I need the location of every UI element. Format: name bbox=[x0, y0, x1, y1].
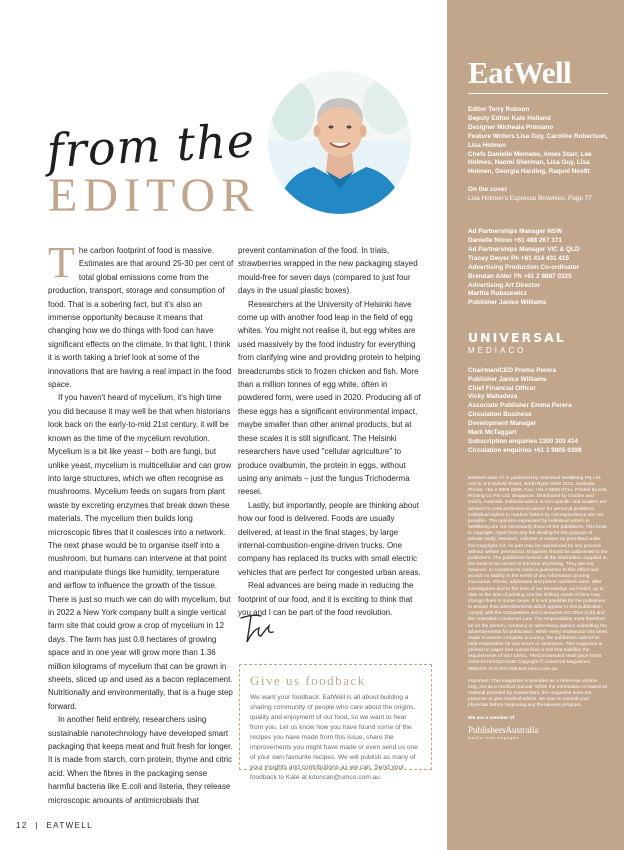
management-line: Mark McTaggart bbox=[468, 429, 517, 437]
from-the-script-heading: from the bbox=[45, 113, 257, 178]
cover-text: Lisa Holmen's Espresso Brownies, Page 77 bbox=[468, 195, 592, 203]
logo-underline bbox=[468, 93, 608, 94]
editor-photo-illustration bbox=[268, 71, 411, 214]
management-line: Circulation Business bbox=[468, 411, 532, 419]
paragraph: Lastly, but importantly, people are thinking about how our food is delivered. Foods are usually delivered, at least in the final stages, by large internal-combustion-engine-driven trucks. One company has replaced its trucks with small electric vehicles that are perfect for congested urban areas. bbox=[238, 500, 421, 577]
staff-line: Deputy Editor Kate Holland bbox=[468, 114, 551, 122]
magazine-name: EATWELL bbox=[46, 821, 93, 830]
paragraph-text: he carbon footprint of food is massive. Estimates are that around 25-30 per cent of total global emissions come from the production, transport, storage and consumption of food. That is a sobering fact, but it's also an immense opportunity because it means that changing how we do things with food can have significant effects on the climate. In that light, I think it is worth taking a brief look at some of the innovations that are having a real impact in the food space. bbox=[48, 246, 234, 390]
paragraph: In another field entirely, researchers using sustainable nanotechnology have developed smart packaging that keeps meat and fruit fresh for longer. It is made from starch, corn protein, thyme and citric acid. When the fibres in the packaging sense harmful bacteria like E.coli and listeria, they release microscopic amounts of antimicrobials that bbox=[48, 715, 233, 805]
management-line: Vicky Mahadeva bbox=[468, 393, 518, 401]
paragraph: Researchers at the University of Helsinki have come up with another food leap in the field of egg whites. You might not realise it, but egg whites are used massively by the food industry for everything from clarifying wine and providing protein to helping breadcrumbs stick to frozen chicken and fish. More than a million tonnes of egg white, often in powdered form, were used in 2020. Producing all of these eggs has a significant environmental impact, maybe smaller than other animal products, but at these scales it is still significant. The Helsinki researchers have used "cellular agriculture" to produce ovalbumin, the protein in eggs, without using any animals – just the fungus Trichoderma reesei. bbox=[238, 299, 421, 497]
feedback-box bbox=[239, 664, 432, 781]
page-number: 12 bbox=[16, 821, 28, 830]
universal-logo: UNIVERSAL bbox=[468, 330, 566, 346]
paragraph: If you haven't heard of mycelium, it's high time you did because it may well be that when historians look back on the early-to-mid 21st century, it will be known as the time of the mycelium revolution. Mycelium is a bit like yeast – both are fungi, but unlike yeast, mycelium is multicellular and can grow into large structures, which we often recognise as mushrooms. Mycelium feeds on sugars from plant waste by excreting enzymes that break down these materials. The mycelium then builds long microscopic fibres that it coalesces into a network. The next phase would be to organise itself into a mushroom, but humans can intervene at that point and manipulate things like humidity, temperature and airflow to influence the growth of the tissue. There is just so much we can do with mycelium, but in 2022 a New York company built a single vertical farm site that could grow a crop of mycelium in 12 days. The farm has just 0.8 hectares of growing space and in one year will grow more than 1.36 million kilograms of mycelium that can be grown in sheets, sliced up and used as a bacon replacement. Nutritionally and environmentally, that is a huge step forward. bbox=[48, 393, 233, 711]
management-line: Subscription enquiries 1300 303 414 bbox=[468, 437, 579, 445]
article-column-1 bbox=[48, 238, 234, 807]
drop-cap: T bbox=[48, 238, 75, 287]
ads-line: Advertising Art Director bbox=[468, 281, 541, 289]
editor-portrait bbox=[268, 71, 411, 214]
editor-heading: EDITOR bbox=[48, 169, 260, 222]
footer-separator: | bbox=[35, 821, 39, 830]
management-line: Circulation enquiries +61 2 9805 0399 bbox=[468, 446, 582, 454]
cover-heading: On the cover bbox=[468, 186, 508, 194]
ads-line: Ad Partnerships Manager NSW bbox=[468, 228, 563, 236]
staff-list bbox=[468, 106, 608, 204]
mediaco-logo: MEDIACO bbox=[468, 345, 527, 355]
member-text: We are a member of bbox=[468, 715, 515, 721]
management-list bbox=[468, 367, 608, 456]
paragraph: prevent contamination of the food. In trials, strawberries wrapped in the new packaging stayed mould-free for seven days (compared to just four days in the usual plastic boxes). bbox=[238, 246, 418, 296]
management-line: Chief Financial Officer bbox=[468, 384, 536, 392]
editor-signature bbox=[239, 608, 279, 648]
publishers-australia-logo: PublishersAustralia bbox=[468, 724, 539, 735]
staff-line: Chefs Danielle Minnebo, Ames Starr, Lee Holmes, Naomi Sherman, Lisa Guy, Lisa Holmen, Georgia Harding, Raquel Neofit bbox=[468, 150, 592, 176]
ads-line: Danielle Nixon +61 488 267 371 bbox=[468, 236, 562, 244]
advertising-list bbox=[468, 228, 608, 308]
publishers-australia-tagline: media that engages bbox=[468, 735, 520, 740]
ads-line: Brendan Alder Ph +61 2 8887 0325 bbox=[468, 272, 572, 280]
staff-line: Designer Micheala Primiano bbox=[468, 123, 554, 131]
paragraph bbox=[48, 238, 234, 391]
paragraph: Real advances are being made in reducing the footprint of our food, and it is exciting to think that you and I can be part of the food revolution. bbox=[238, 581, 414, 617]
staff-line: Editor Terry Robson bbox=[468, 106, 530, 113]
disclaimer-text: Important: This magazine is intended as a reference volume only, not as a medical manual. While the information is based on material provided by researchers, the magazine does not presume to give medical advice. Be sure to consult your physician before beginning any therapeutic program. bbox=[468, 678, 608, 709]
ads-line: Publisher Janice Williams bbox=[468, 299, 547, 307]
ads-line: Martha Rubazewicz bbox=[468, 290, 527, 298]
feedback-title: Give us foodback bbox=[250, 673, 366, 688]
management-line: Chairman/CEO Prema Perera bbox=[468, 366, 557, 374]
legal-text: EatWell Issue 47 is published by Universal WellBeing Pty Ltd, Unit 5, 6-8 Byfield Street, North Ryde NSW 2113, Australia. Phone: +61 2 9805 0399, Fax: +61 2 9805 0714. Printed by KHL Printing Co Pte Ltd, Singapore. Distributed by Gordon and Gotch, Australia. Editorial advice is non-specific and readers are advised to seek professional advice for personal problems. Individual replies to readers' letters by correspondence are not possible. The opinions expressed by individual writers in WellBeing are not necessarily those of the publishers. This book is copyright. Apart from any fair dealing for the purpose of private study, research, criticism or review as permitted under the Copyright Act, no part may be reproduced by any process without written permission. Enquiries should be addressed to the publishers. The publishers believe all the information supplied in this book to be correct at the time of printing. They are not, however, in a position to make a guarantee to this effect and accept no liability in the event of any information proving inaccurate. Prices, addresses and phone numbers were, after investigation and to the best of our knowledge and belief, up to date at the time of printing, but the shifting sands of time may change them in some cases. It is not possible for the publishers to ensure that advertisements which appear in this publication comply with the Competition and Consumer Act 2010 (Cth) and the Australian Consumer Law. The responsibility must therefore be on the person, company or advertising agency submitting the advertisements for publication. While every endeavour has been made to ensure complete accuracy, the publishers cannot be held responsible for any errors or omissions. This magazine is printed on paper that comes from a mill that satisfies the requirements of ISO 14001. *Recommended retail price ISSN 2204-2474/2412-6330 Copyright © Universal Magazines MMXXIII ACN 003 026 944 umco.com.au bbox=[468, 475, 608, 672]
ads-line: Tracey Dwyer Ph +61 414 431 415 bbox=[468, 254, 570, 262]
management-line: Publisher Janice Williams bbox=[468, 375, 547, 383]
ads-line: Advertising Production Co-ordinator bbox=[468, 263, 580, 271]
page-footer bbox=[16, 821, 93, 830]
management-line: Associate Publisher Emma Perera bbox=[468, 402, 572, 410]
eatwell-logo: EatWell bbox=[468, 55, 572, 90]
staff-line: Feature Writers Lisa Guy, Caroline Robertson, Lisa Holmen bbox=[468, 132, 608, 149]
ads-line: Ad Partnerships Manager VIC & QLD bbox=[468, 245, 580, 253]
article-column-2 bbox=[238, 244, 424, 619]
management-line: Development Manager bbox=[468, 420, 537, 428]
masthead-sidebar bbox=[447, 0, 624, 850]
feedback-body: We want your foodback: EatWell is all about building a sharing community of people who care about the origins, quality and enjoyment of our food, so we want to hear from you. Let us know how you have found some of the recipes you have made from this issue, share the improvements you might have made or even send us one of your own favourite recipes. We will publish as many of your insights and contributions as we can. Send your foodback to Kate at kduncan@umco.com.au. bbox=[250, 694, 418, 781]
